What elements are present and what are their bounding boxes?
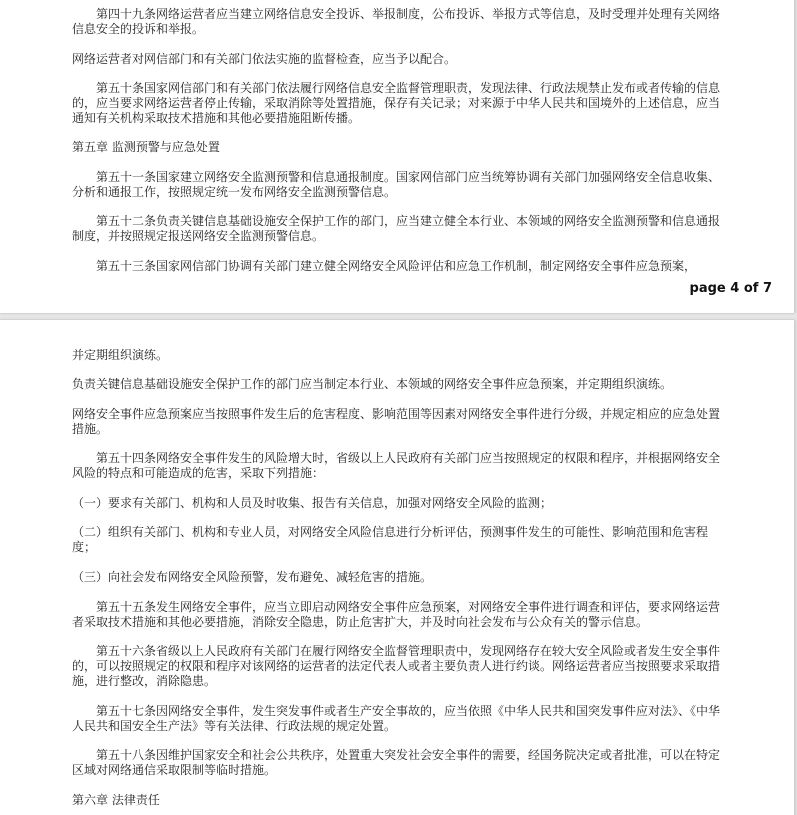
paragraph-article-50: 第五十条国家网信部门和有关部门依法履行网络信息安全监督管理职责，发现法律、行政法规禁止发布或者传输的信息的，应当要求网络运营者停止传输，采取消除等处置措施，保存有关记录；对来源于中华人民共和国境外的上述信息，应当通知有关机构采取技术措施和其他必要措施阻断传播。: [72, 81, 721, 125]
paragraph-article-55: 第五十五条发生网络安全事件，应当立即启动网络安全事件应急预案，对网络安全事件进行调查和评估，要求网络运营者采取技术措施和其他必要措施，消除安全隐患，防止危害扩大，并及时向社会发布与公众有关的警示信息。: [72, 600, 721, 629]
document-page-4: [0, 0, 795, 313]
paragraph-article-52: 第五十二条负责关键信息基础设施安全保护工作的部门，应当建立健全本行业、本领域的网络安全监测预警和信息通报制度，并按照规定报送网络安全监测预警信息。: [72, 214, 721, 243]
paragraph-article-51: 第五十一条国家建立网络安全监测预警和信息通报制度。国家网信部门应当统筹协调有关部门加强网络安全信息收集、分析和通报工作，按照规定统一发布网络安全监测预警信息。: [72, 170, 721, 199]
paragraph-article-57: 第五十七条因网络安全事件，发生突发事件或者生产安全事故的，应当依照《中华人民共和国突发事件应对法》、《中华人民共和国安全生产法》等有关法律、行政法规的规定处置。: [72, 704, 721, 733]
page-number: page 4 of 7: [689, 281, 772, 296]
paragraph-article-49: 第四十九条网络运营者应当建立网络信息安全投诉、举报制度，公布投诉、举报方式等信息，及时受理并处理有关网络信息安全的投诉和举报。: [72, 7, 721, 36]
paragraph-article-56: 第五十六条省级以上人民政府有关部门在履行网络安全监督管理职责中，发现网络存在较大安全风险或者发生安全事件的，可以按照规定的权限和程序对该网络的运营者的法定代表人或者主要负责人进行约谈。网络运营者应当按照要求采取措施，进行整改，消除隐患。: [72, 644, 721, 688]
paragraph-continued: 并定期组织演练。: [72, 348, 169, 362]
paragraph-article-53: 第五十三条国家网信部门协调有关部门建立健全网络安全风险评估和应急工作机制，制定网络安全事件应急预案，: [96, 259, 697, 273]
paragraph-article-54: 第五十四条网络安全事件发生的风险增大时，省级以上人民政府有关部门应当按照规定的权限和程序，并根据网络安全风险的特点和可能造成的危害，采取下列措施：: [72, 451, 721, 480]
document-page-5: [0, 320, 795, 815]
paragraph-drills: 负责关键信息基础设施安全保护工作的部门应当制定本行业、本领域的网络安全事件应急预案，并定期组织演练。: [72, 377, 673, 391]
paragraph-article-58: 第五十八条因维护国家安全和社会公共秩序，处置重大突发社会安全事件的需要，经国务院决定或者批准，可以在特定区域对网络通信采取限制等临时措施。: [72, 748, 721, 777]
chapter-heading-5: 第五章 监测预警与应急处置: [72, 140, 220, 154]
paragraph-grading: 网络安全事件应急预案应当按照事件发生后的危害程度、影响范围等因素对网络安全事件进行分级，并规定相应的应急处置措施。: [72, 407, 721, 436]
paragraph-cooperation: 网络运营者对网信部门和有关部门依法实施的监督检查，应当予以配合。: [72, 52, 457, 66]
list-item-3: （三）向社会发布网络安全风险预警，发布避免、减轻危害的措施。: [72, 570, 433, 584]
list-item-2: （二）组织有关部门、机构和专业人员，对网络安全风险信息进行分析评估，预测事件发生的可能性、影响范围和危害程度；: [72, 525, 709, 554]
chapter-heading-6: 第六章 法律责任: [72, 793, 160, 807]
list-item-1: （一）要求有关部门、机构和人员及时收集、报告有关信息，加强对网络安全风险的监测；: [72, 496, 553, 510]
